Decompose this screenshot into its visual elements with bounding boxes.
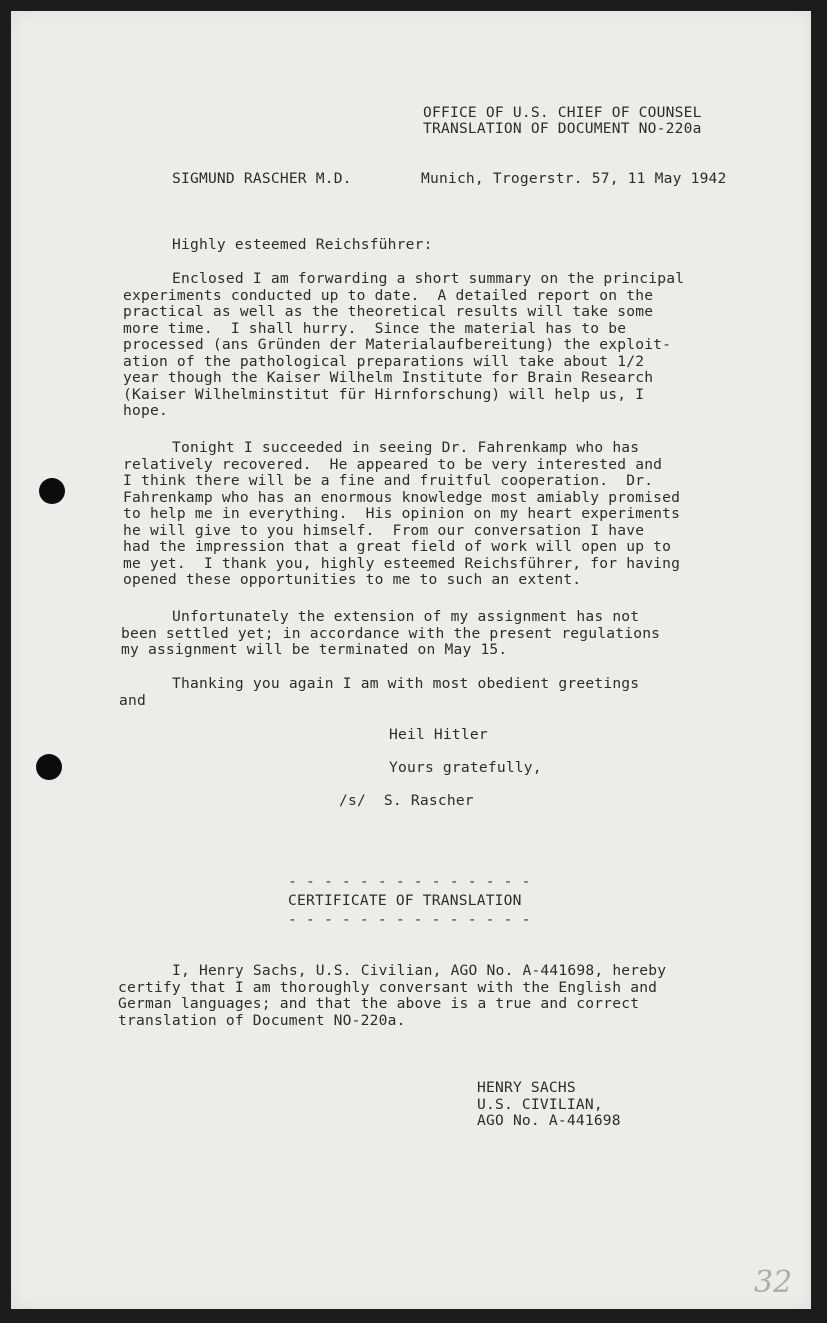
paragraph-line: Enclosed I am forwarding a short summary on the principal [172, 270, 685, 287]
sender-place-date: Munich, Trogerstr. 57, 11 May 1942 [421, 170, 727, 187]
letter-paragraph-3 [121, 609, 660, 659]
certificate-line: I, Henry Sachs, U.S. Civilian, AGO No. A-441698, hereby [172, 962, 667, 979]
paragraph-line: year though the Kaiser Wilhelm Institute for Brain Research [123, 369, 654, 386]
closing-signature: /s/ S. Rascher [339, 792, 474, 809]
paragraph-line: had the impression that a great field of work will open up to [123, 538, 672, 555]
paragraph-line: been settled yet; in accordance with the present regulations [121, 624, 661, 642]
page-number: 32 [754, 1265, 793, 1300]
translator-signature-block [477, 1080, 621, 1130]
header-office-line: OFFICE OF U.S. CHIEF OF COUNSEL [423, 104, 702, 121]
paragraph-line: Unfortunately the extension of my assignment has not [172, 608, 640, 625]
paragraph-line: practical as well as the theoretical results will take some [123, 303, 654, 320]
certificate-title: CERTIFICATE OF TRANSLATION [288, 892, 522, 909]
paragraph-line: me yet. I thank you, highly esteemed Reichsführer, for having [123, 554, 681, 572]
certificate-dashes-top: - - - - - - - - - - - - - - [288, 873, 531, 890]
punch-hole [36, 754, 62, 780]
paragraph-line: Tonight I succeeded in seeing Dr. Fahrenkamp who has [172, 439, 640, 456]
paragraph-line: ation of the pathological preparations will take about 1/2 [123, 352, 645, 370]
paragraph-line: Fahrenkamp who has an enormous knowledge most amiably promised [123, 488, 681, 506]
paragraph-line: opened these opportunities to me to such an extent. [123, 571, 582, 588]
paragraph-line: (Kaiser Wilhelminstitut für Hirnforschung) will help us, I [123, 385, 645, 403]
salutation: Highly esteemed Reichsführer: [172, 236, 433, 253]
certificate-dashes-bottom: - - - - - - - - - - - - - - [288, 911, 531, 928]
paragraph-line: I think there will be a fine and fruitful cooperation. Dr. [123, 472, 654, 489]
certificate-line: translation of Document NO-220a. [118, 1011, 406, 1029]
punch-hole [39, 478, 65, 504]
paragraph-line: relatively recovered. He appeared to be very interested and [123, 455, 663, 473]
paragraph-line: Thanking you again I am with most obedient greetings [172, 675, 640, 692]
translator-ago: AGO No. A-441698 [477, 1112, 621, 1129]
letter-paragraph-1 [123, 271, 684, 420]
document-page [11, 11, 811, 1309]
letter-paragraph-4 [119, 676, 639, 709]
closing-yours: Yours gratefully, [389, 759, 542, 776]
paragraph-line: hope. [123, 402, 168, 419]
translator-name: HENRY SACHS [477, 1079, 576, 1096]
paragraph-line: processed (ans Gründen der Materialaufbereitung) the exploit- [123, 336, 672, 353]
certificate-line: German languages; and that the above is a true and correct [118, 995, 640, 1012]
paragraph-line: and [119, 691, 146, 709]
sender-name: SIGMUND RASCHER M.D. [172, 170, 352, 187]
letter-paragraph-2 [123, 440, 680, 589]
certificate-line: certify that I am thoroughly conversant with the English and [118, 978, 658, 996]
paragraph-line: to help me in everything. His opinion on my heart experiments [123, 505, 681, 522]
paragraph-line: experiments conducted up to date. A detailed report on the [123, 286, 654, 304]
paragraph-line: my assignment will be terminated on May 15. [121, 641, 508, 658]
translator-status: U.S. CIVILIAN, [477, 1095, 603, 1113]
closing-heil: Heil Hitler [389, 726, 488, 743]
certificate-body [118, 963, 666, 1029]
header-translation-line: TRANSLATION OF DOCUMENT NO-220a [423, 120, 702, 137]
paragraph-line: he will give to you himself. From our conversation I have [123, 521, 645, 539]
paragraph-line: more time. I shall hurry. Since the material has to be [123, 319, 627, 337]
